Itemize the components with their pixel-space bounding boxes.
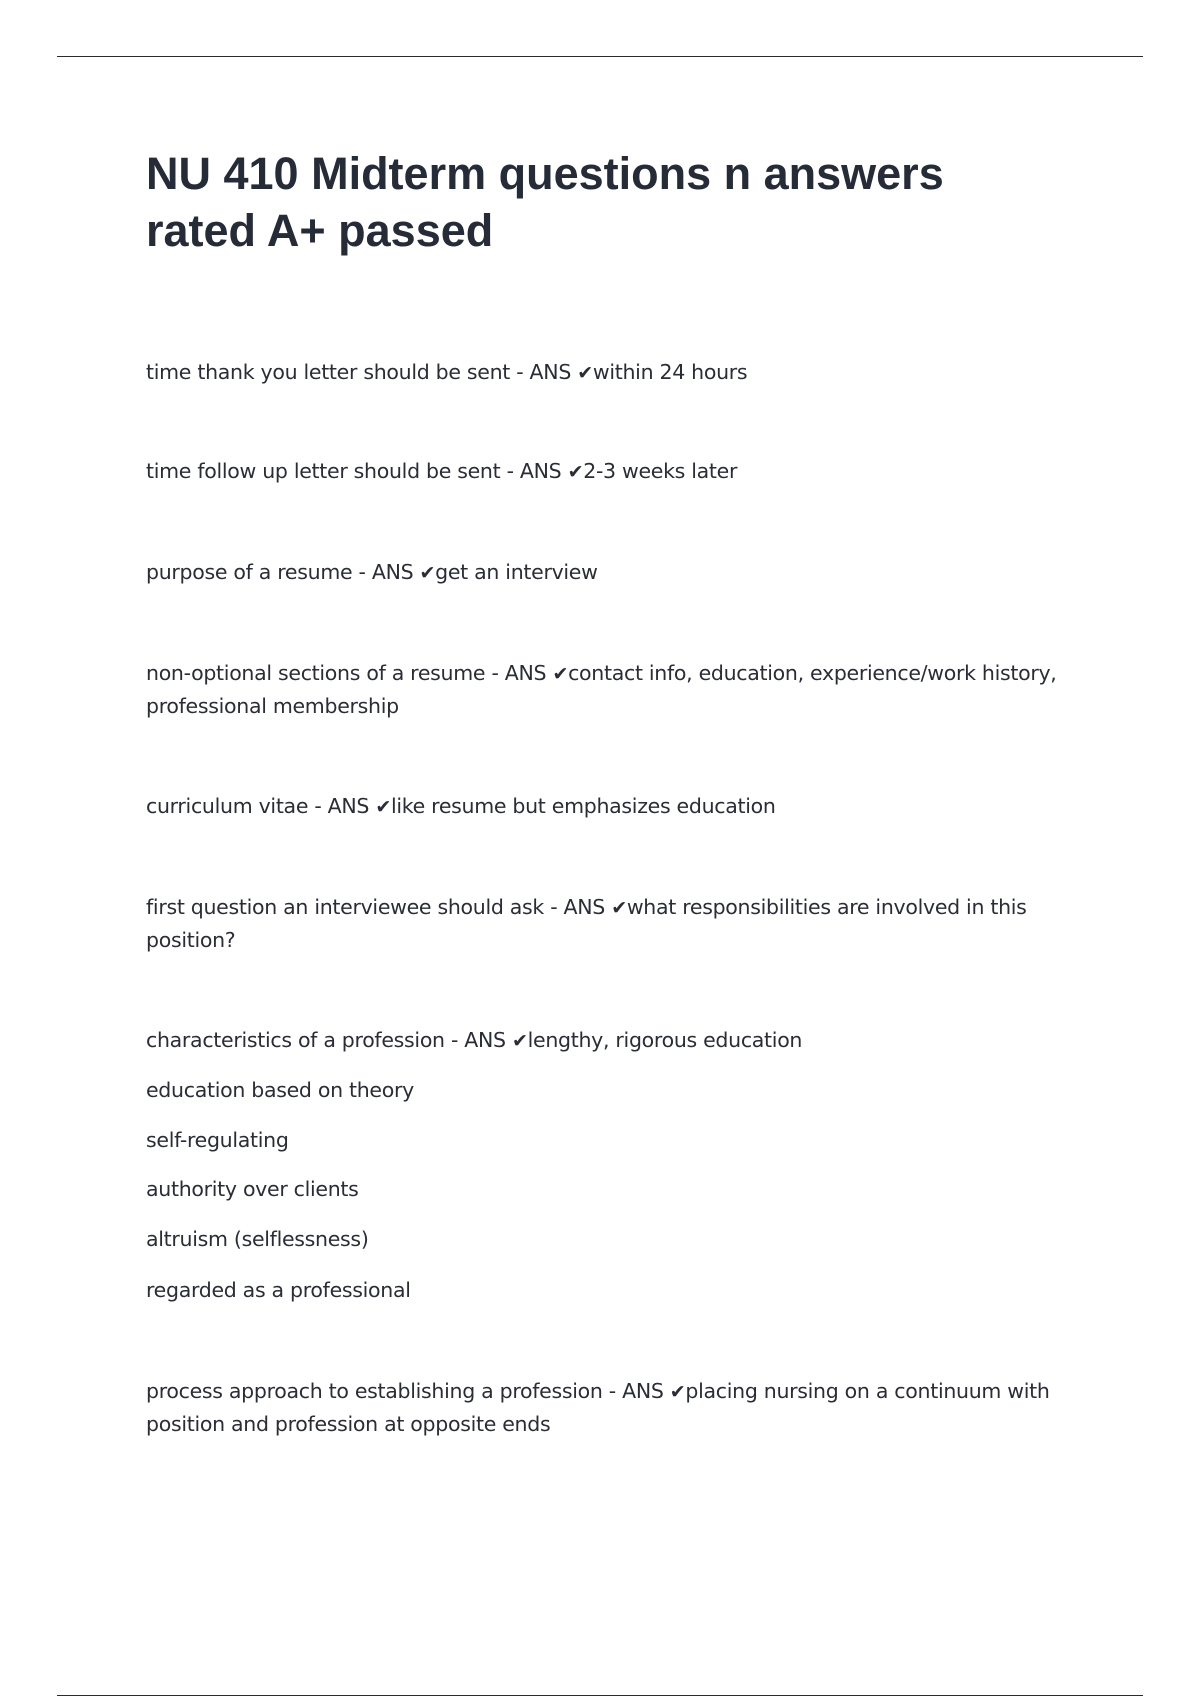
question-text: time thank you letter should be sent	[146, 360, 511, 384]
qa-item	[146, 1024, 1066, 1057]
qa-item	[146, 356, 1066, 389]
question-text: process approach to establishing a profession	[146, 1379, 603, 1403]
check-icon: ✔	[511, 1030, 528, 1052]
check-icon: ✔	[669, 1381, 686, 1403]
check-icon: ✔	[611, 897, 627, 919]
ans-separator: - ANS	[352, 560, 420, 584]
answer-text: get an interview	[435, 560, 598, 584]
top-rule	[57, 56, 1143, 57]
answer-text: contact info, education, experience/work history, professional membership	[146, 661, 1057, 718]
qa-item	[146, 657, 1066, 722]
qa-item	[146, 455, 1066, 488]
check-icon: ✔	[567, 461, 584, 483]
question-text: time follow up letter should be sent	[146, 459, 501, 483]
qa-item	[146, 891, 1066, 956]
answer-text: what responsibilities are involved in this position?	[146, 895, 1027, 952]
document-title: NU 410 Midterm questions n answers rated A+ passed	[146, 148, 944, 256]
ans-separator: - ANS	[485, 661, 553, 685]
question-text: first question an interviewee should ask	[146, 895, 544, 919]
answer-text: like resume but emphasizes education	[390, 794, 776, 818]
qa-item	[146, 556, 1066, 589]
check-icon: ✔	[577, 362, 593, 384]
question-text: purpose of a resume	[146, 560, 353, 584]
ans-separator: - ANS	[500, 459, 568, 483]
answer-continuation-line: self-regulating	[146, 1128, 289, 1152]
answer-text: placing nursing on a continuum with position and profession at opposite ends	[146, 1379, 1050, 1436]
ans-separator: - ANS	[444, 1028, 512, 1052]
answer-continuation-line: regarded as a professional	[146, 1278, 411, 1302]
check-icon: ✔	[419, 562, 436, 584]
ans-separator: - ANS	[602, 1379, 670, 1403]
ans-separator: - ANS	[544, 895, 612, 919]
ans-separator: - ANS	[510, 360, 578, 384]
question-text: characteristics of a profession	[146, 1028, 445, 1052]
qa-item	[146, 790, 1066, 823]
check-icon: ✔	[552, 663, 569, 685]
answer-continuation-line: authority over clients	[146, 1177, 359, 1201]
question-text: curriculum vitae	[146, 794, 309, 818]
ans-separator: - ANS	[308, 794, 376, 818]
answer-continuation-line: altruism (selflessness)	[146, 1227, 369, 1251]
qa-item	[146, 1375, 1066, 1440]
answer-continuation-line: education based on theory	[146, 1078, 414, 1102]
bottom-rule	[57, 1695, 1143, 1696]
question-text: non-optional sections of a resume	[146, 661, 486, 685]
check-icon: ✔	[375, 796, 391, 818]
answer-text: lengthy, rigorous education	[527, 1028, 803, 1052]
answer-text: 2-3 weeks later	[583, 459, 738, 483]
answer-text: within 24 hours	[592, 360, 748, 384]
